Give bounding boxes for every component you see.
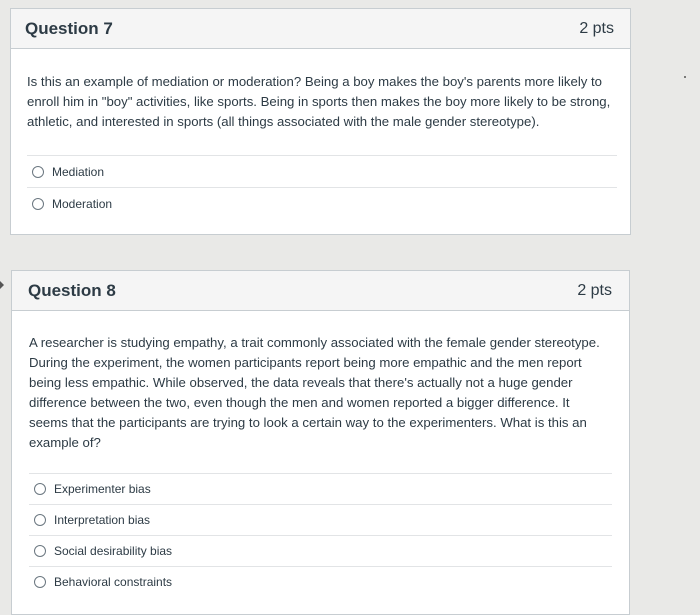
question-7-points: 2 pts [579,19,614,37]
question-7-prompt: Is this an example of mediation or moderation? Being a boy makes the boy's parents more likely to enroll him in "boy" activities, like sports. Being in sports then makes the boy more likely to be strong, athletic, and interested in sports (all things associated with the male gender stereotype). [27,74,611,129]
radio-moderation[interactable] [32,198,44,210]
question-7-title: Question 7 [25,18,113,38]
radio-experimenter-bias[interactable] [34,483,46,495]
question-7-card [10,8,631,235]
answer-mediation[interactable] [27,155,617,187]
radio-interpretation-bias[interactable] [34,514,46,526]
answer-experimenter-bias[interactable] [29,473,612,504]
answer-social-desirability-bias[interactable] [29,535,612,566]
question-8-title: Question 8 [28,280,116,300]
question-7-answers [27,155,617,219]
question-8-answers [29,473,612,597]
radio-behavioral-constraints[interactable] [34,576,46,588]
radio-social-desirability-bias[interactable] [34,545,46,557]
answer-moderation[interactable] [27,187,617,219]
answer-interpretation-bias[interactable] [29,504,612,535]
question-8-prompt: A researcher is studying empathy, a trait commonly associated with the female gender stereotype. During the experiment, the women participants report being more empathic and the men report being less empathic. While observed, the data reveals that there's actually not a huge gender difference between the two, even though the men and women reported a bigger difference. It seems that the participants are trying to look a certain way to the experimenters. What is this an example of? [29,335,600,450]
answer-behavioral-constraints[interactable] [29,566,612,597]
answer-label-social-desirability-bias: Social desirability bias [54,544,173,558]
answer-label-behavioral-constraints: Behavioral constraints [54,575,173,589]
answer-label-experimenter-bias: Experimenter bias [54,482,151,496]
question-8-card [11,270,630,615]
question-7-header [11,9,630,49]
side-arrow-icon [0,281,4,289]
answer-label-moderation: Moderation [52,196,113,211]
question-8-points: 2 pts [577,281,612,299]
radio-mediation[interactable] [32,166,44,178]
answer-label-interpretation-bias: Interpretation bias [54,513,151,527]
question-8-header [12,271,629,311]
marker-dot-icon [684,76,686,78]
answer-label-mediation: Mediation [52,164,105,179]
